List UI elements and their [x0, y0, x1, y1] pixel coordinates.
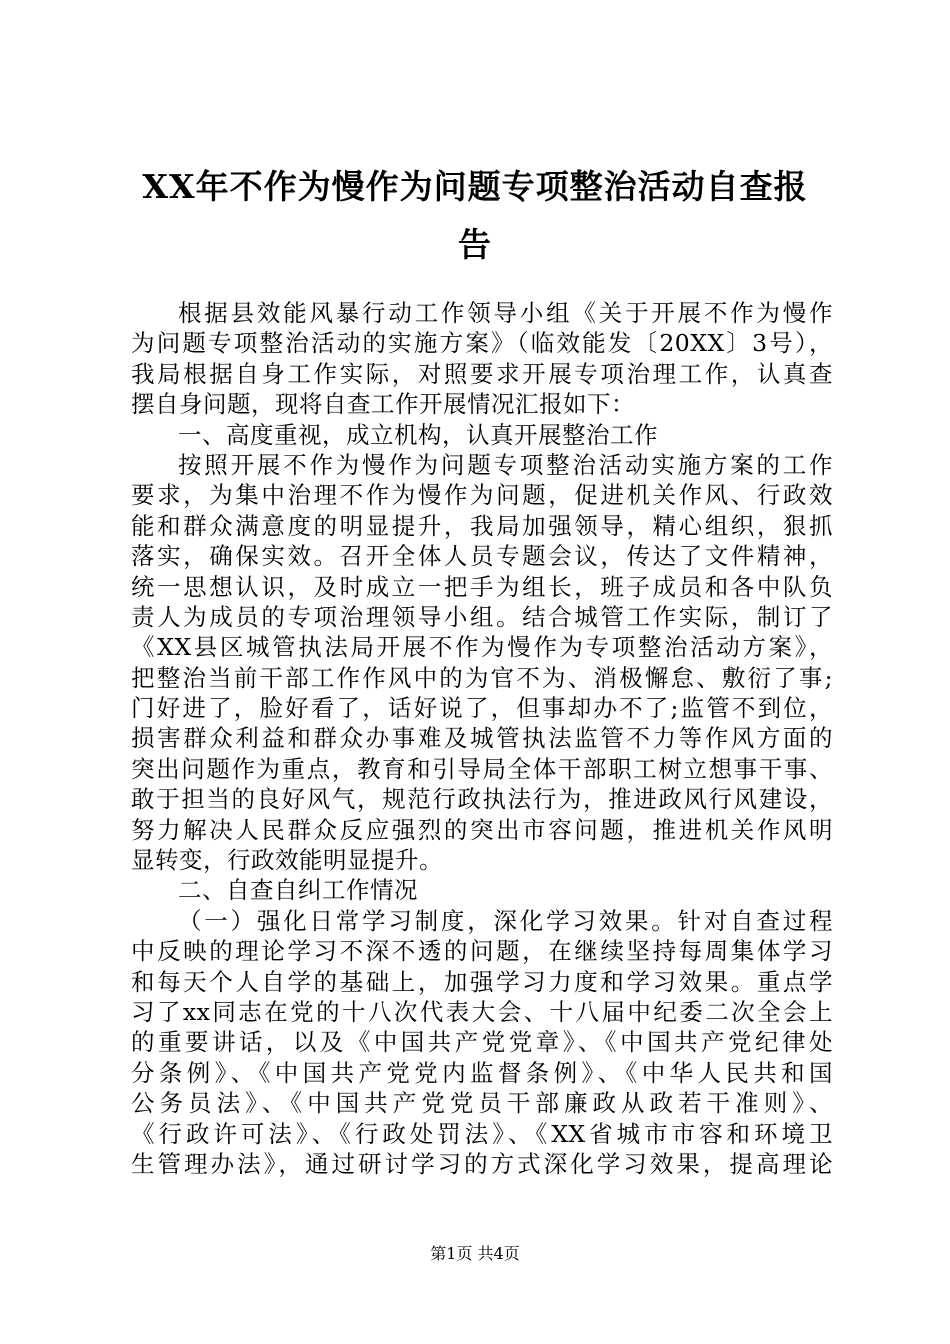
- paragraph-line: 分条例》、《中国共产党党内监督条例》、《中华人民共和国: [131, 1058, 833, 1087]
- paragraph-line: 为问题专项整治活动的实施方案》（临效能发〔20XX〕3号），: [131, 329, 833, 358]
- title-line-2: 告: [458, 225, 492, 264]
- paragraph-line: 的重要讲话，以及《中国共产党党章》、《中国共产党纪律处: [131, 1028, 833, 1057]
- paragraph-line: 摆自身问题，现将自查工作开展情况汇报如下：: [131, 390, 635, 419]
- paragraph-line: 敢于担当的良好风气，规范行政执法行为，推进政风行风建设，: [131, 785, 833, 814]
- section-heading-1: 一、高度重视，成立机构，认真开展整治工作: [178, 420, 658, 449]
- paragraph-line: 门好进了，脸好看了，话好说了，但事却办不了;监管不到位，: [131, 694, 833, 723]
- paragraph-line: 把整治当前干部工作作风中的为官不为、消极懈怠、敷衍了事;: [131, 663, 833, 692]
- paragraph-line: （一）强化日常学习制度，深化学习效果。针对自查过程: [178, 906, 833, 935]
- paragraph-line: 《XX县区城管执法局开展不作为慢作为专项整治活动方案》，: [131, 633, 833, 662]
- paragraph-line: 中反映的理论学习不深不透的问题，在继续坚持每周集体学习: [131, 937, 833, 966]
- title-line-1: XX年不作为慢作为问题专项整治活动自查报: [142, 167, 808, 206]
- paragraph-line: 努力解决人民群众反应强烈的突出市容问题，推进机关作风明: [131, 815, 833, 844]
- paragraph-line: 显转变，行政效能明显提升。: [131, 846, 443, 875]
- paragraph-line: 生管理办法》，通过研讨学习的方式深化学习效果，提高理论: [131, 1149, 833, 1178]
- paragraph-line: 和每天个人自学的基础上，加强学习力度和学习效果。重点学: [131, 967, 833, 996]
- paragraph-line: 《行政许可法》、《行政处罚法》、《XX省城市市容和环境卫: [131, 1119, 833, 1148]
- paragraph-line: 落实，确保实效。召开全体人员专题会议，传达了文件精神，: [131, 542, 833, 571]
- paragraph-line: 责人为成员的专项治理领导小组。结合城管工作实际，制订了: [131, 602, 833, 631]
- paragraph-line: 根据县效能风暴行动工作领导小组《关于开展不作为慢作: [178, 299, 833, 327]
- paragraph-line: 公务员法》、《中国共产党党员干部廉政从政若干准则》、: [131, 1089, 833, 1118]
- document-title: [100, 158, 850, 274]
- paragraph-line: 要求，为集中治理不作为慢作为问题，促进机关作风、行政效: [131, 481, 833, 510]
- paragraph-line: 能和群众满意度的明显提升，我局加强领导，精心组织，狠抓: [131, 511, 833, 540]
- paragraph-line: 损害群众利益和群众办事难及城管执法监管不力等作风方面的: [131, 724, 833, 753]
- paragraph-line: 统一思想认识，及时成立一把手为组长，班子成员和各中队负: [131, 572, 833, 601]
- page-footer: 第1页 共4页: [430, 1244, 520, 1263]
- paragraph-line: 突出问题作为重点，教育和引导局全体干部职工树立想事干事、: [131, 754, 833, 783]
- document-body: [131, 298, 833, 1179]
- paragraph-line: 按照开展不作为慢作为问题专项整治活动实施方案的工作: [178, 450, 833, 479]
- paragraph-line: 习了xx同志在党的十八次代表大会、十八届中纪委二次全会上: [131, 997, 833, 1026]
- paragraph-line: 我局根据自身工作实际，对照要求开展专项治理工作，认真查: [131, 359, 833, 388]
- section-heading-2: 二、自查自纠工作情况: [178, 876, 418, 905]
